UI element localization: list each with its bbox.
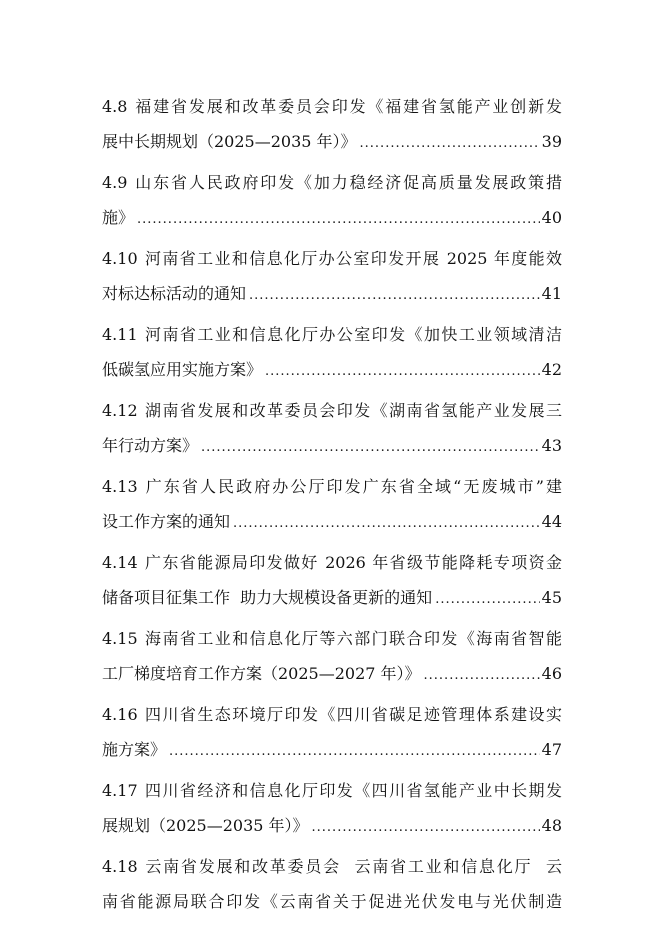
- dot-leader: [424, 658, 540, 691]
- toc-entry-title-part2: 低碳氢应用实施方案》: [102, 360, 263, 379]
- toc-entry-title-line: [102, 773, 562, 808]
- toc-entry-title-part2: 施方案》: [102, 740, 167, 759]
- toc-entry-page-number: 43: [541, 436, 562, 455]
- toc-entry-title-line: [102, 352, 562, 387]
- toc-entry-title-line: [102, 656, 562, 691]
- toc-entry-4-8[interactable]: [102, 89, 562, 165]
- toc-entry-number: 4.11: [102, 325, 138, 344]
- toc-entry-number: 4.16: [102, 705, 138, 724]
- toc-entry-number: 4.18: [102, 857, 138, 876]
- toc-entry-title-line: [102, 89, 562, 124]
- toc-entry-title-part1: 河南省工业和信息化厅办公室印发开展 2025 年度能效: [143, 249, 562, 268]
- toc-entry-title-line: [102, 317, 562, 352]
- toc-entry-title-part1: 四川省生态环境厅印发《四川省碳足迹管理体系建设实: [143, 705, 562, 724]
- toc-entry-4-10[interactable]: [102, 241, 562, 317]
- toc-entry-title-part1: 湖南省发展和改革委员会印发《湖南省氢能产业发展三: [143, 401, 562, 420]
- toc-entry-title-line: [102, 884, 562, 919]
- toc-entry-page-number: 40: [541, 208, 562, 227]
- toc-entry-title-line: [102, 276, 562, 311]
- toc-entry-title-line: [102, 697, 562, 732]
- toc-entry-title-line: [102, 428, 562, 463]
- toc-entry-4-14[interactable]: [102, 545, 562, 621]
- toc-entry-title-line: [102, 849, 562, 884]
- toc-entry-page-number: 39: [541, 132, 562, 151]
- toc-entry-title-part2: 年行动方案》: [102, 436, 199, 455]
- toc-entry-title-part1: 河南省工业和信息化厅办公室印发《加快工业领域清洁: [143, 325, 562, 344]
- toc-entry-number: 4.10: [102, 249, 138, 268]
- dot-leader: [201, 430, 540, 463]
- dot-leader: [137, 202, 540, 235]
- toc-entry-4-12[interactable]: [102, 393, 562, 469]
- toc-entry-number: 4.17: [102, 781, 138, 800]
- toc-entry-title-part1: 福建省发展和改革委员会印发《福建省氢能产业创新发: [133, 97, 562, 116]
- toc-entry-title-part1: 海南省工业和信息化厅等六部门联合印发《海南省智能: [143, 629, 562, 648]
- toc-entry-title-line: [102, 393, 562, 428]
- dot-leader: [360, 126, 540, 159]
- toc-entry-4-18[interactable]: [102, 849, 562, 925]
- toc-entry-title-line: [102, 200, 562, 235]
- toc-entry-number: 4.8: [102, 97, 128, 116]
- dot-leader: [169, 734, 540, 767]
- toc-entry-title-line: [102, 124, 562, 159]
- toc-entry-page-number: 47: [541, 740, 562, 759]
- toc-entry-page-number: 46: [541, 664, 562, 683]
- table-of-contents: [102, 89, 562, 925]
- toc-entry-4-16[interactable]: [102, 697, 562, 773]
- toc-entry-title-part2: 展规划（2025—2035 年）》: [102, 816, 309, 835]
- toc-entry-title-line: [102, 241, 562, 276]
- toc-entry-title-line: [102, 580, 562, 615]
- toc-entry-number: 4.14: [102, 553, 138, 572]
- toc-entry-title-part1: 四川省经济和信息化厅印发《四川省氢能产业中长期发: [143, 781, 562, 800]
- toc-entry-title-line: [102, 165, 562, 200]
- dot-leader: [435, 582, 539, 615]
- toc-entry-number: 4.9: [102, 173, 128, 192]
- toc-entry-title-part1: 广东省能源局印发做好 2026 年省级节能降耗专项资金: [143, 553, 562, 572]
- toc-entry-title-line: [102, 732, 562, 767]
- toc-entry-4-17[interactable]: [102, 773, 562, 849]
- toc-entry-title-part2: 展中长期规划（2025—2035 年）》: [102, 132, 357, 151]
- toc-entry-title-part1: 广东省人民政府办公厅印发广东省全域“无废城市”建: [143, 477, 562, 496]
- toc-entry-title-line: [102, 545, 562, 580]
- toc-entry-4-15[interactable]: [102, 621, 562, 697]
- toc-entry-title-line: [102, 504, 562, 539]
- toc-entry-page-number: 42: [541, 360, 562, 379]
- toc-entry-page-number: 44: [541, 512, 562, 531]
- dot-leader: [249, 278, 540, 311]
- toc-entry-number: 4.15: [102, 629, 138, 648]
- toc-entry-4-13[interactable]: [102, 469, 562, 545]
- toc-entry-title-part2: 工厂梯度培育工作方案（2025—2027 年）》: [102, 664, 421, 683]
- toc-entry-page-number: 45: [541, 588, 562, 607]
- toc-entry-number: 4.12: [102, 401, 138, 420]
- toc-entry-title-line: [102, 469, 562, 504]
- toc-entry-title-part2: 对标达标活动的通知: [102, 284, 247, 303]
- toc-entry-title-part2: 南省能源局联合印发《云南省关于促进光伏发电与光伏制造: [102, 892, 562, 911]
- toc-entry-page-number: 41: [541, 284, 562, 303]
- dot-leader: [312, 810, 540, 843]
- toc-entry-title-part2: 设工作方案的通知: [102, 512, 231, 531]
- toc-entry-title-line: [102, 808, 562, 843]
- toc-entry-number: 4.13: [102, 477, 138, 496]
- toc-entry-page-number: 48: [541, 816, 562, 835]
- toc-entry-4-9[interactable]: [102, 165, 562, 241]
- toc-entry-title-line: [102, 621, 562, 656]
- dot-leader: [265, 354, 540, 387]
- dot-leader: [233, 506, 540, 539]
- toc-entry-title-part2: 储备项目征集工作 助力大规模设备更新的通知: [102, 588, 433, 607]
- toc-entry-title-part1: 云南省发展和改革委员会 云南省工业和信息化厅 云: [143, 857, 562, 876]
- toc-entry-4-11[interactable]: [102, 317, 562, 393]
- toc-entry-title-part1: 山东省人民政府印发《加力稳经济促高质量发展政策措: [133, 173, 562, 192]
- toc-entry-title-part2: 施》: [102, 208, 135, 227]
